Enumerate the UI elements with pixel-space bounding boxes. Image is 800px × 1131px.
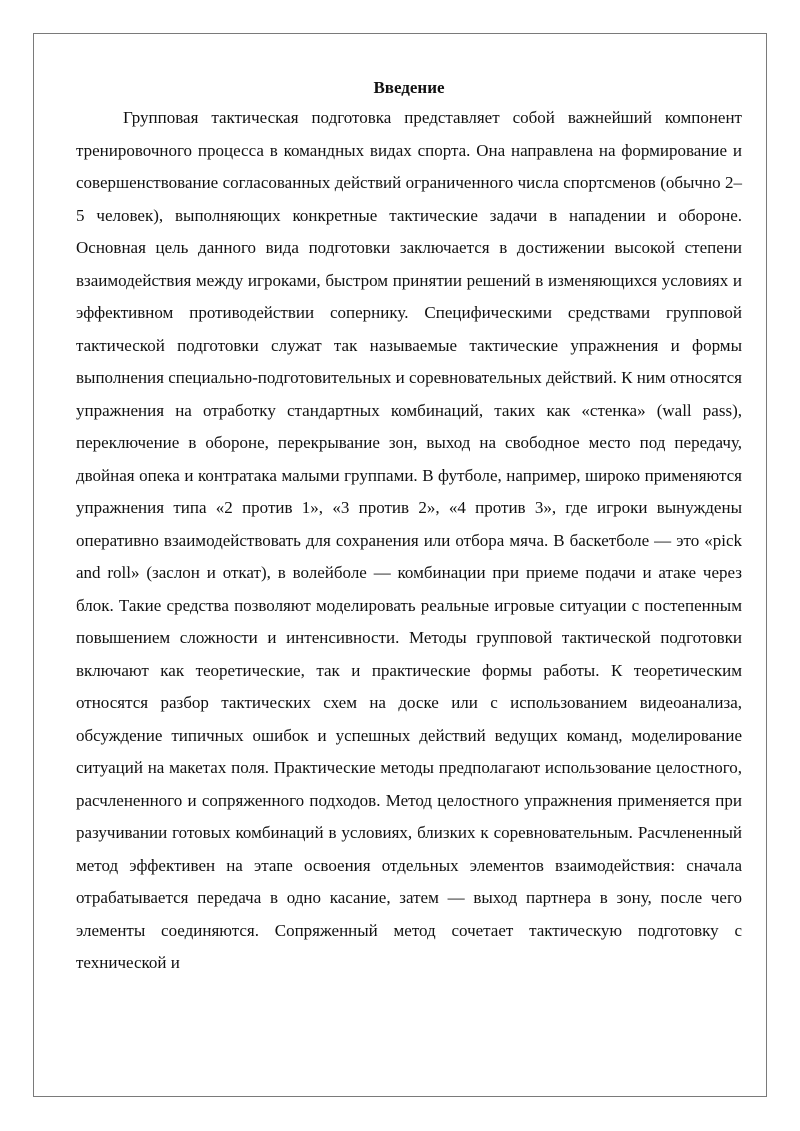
body-paragraph: Групповая тактическая подготовка представляет собой важнейший компонент тренировочного процесса в командных видах спорта. Она направлена на формирование и совершенствование согласованных действий ограниченного числа спортсменов (обычно 2–5 человек), выполняющих конкретные тактические задачи в нападении и обороне. Основная цель данного вида подготовки заключается в достижении высокой степени взаимодействия между игроками, быстром принятии решений в изменяющихся условиях и эффективном противодействии сопернику. Специфическими средствами групповой тактической подготовки служат так называемые тактические упражнения и формы выполнения специально-подготовительных и соревновательных действий. К ним относятся упражнения на отработку стандартных комбинаций, таких как «стенка» (wall pass), переключение в обороне, перекрывание зон, выход на свободное место под передачу, двойная опека и контратака малыми группами. В футболе, например, широко применяются упражнения типа «2 против 1», «3 против 2», «4 против 3», где игроки вынуждены оперативно взаимодействовать для сохранения или отбора мяча. В баскетболе — это «pick and roll» (заслон и откат), в волейболе — комбинации при приеме подачи и атаке через блок. Такие средства позволяют моделировать реальные игровые ситуации с постепенным повышением сложности и интенсивности. Методы групповой тактической подготовки включают как теоретические, так и практические формы работы. К теоретическим относятся разбор тактических схем на доске или с использованием видеоанализа, обсуждение типичных ошибок и успешных действий ведущих команд, моделирование ситуаций на макетах поля. Практические методы предполагают использование целостного, расчлененного и сопряженного подходов. Метод целостного упражнения применяется при разучивании готовых комбинаций в условиях, близких к соревновательным. Расчлененный метод эффективен на этапе освоения отдельных элементов взаимодействия: сначала отрабатывается передача в одно касание, затем — выход партнера в зону, после чего элементы соединяются. Сопряженный метод сочетает тактическую подготовку с технической и xyxy=(76,108,743,972)
document-body xyxy=(76,74,742,980)
section-title: Введение xyxy=(373,78,445,97)
